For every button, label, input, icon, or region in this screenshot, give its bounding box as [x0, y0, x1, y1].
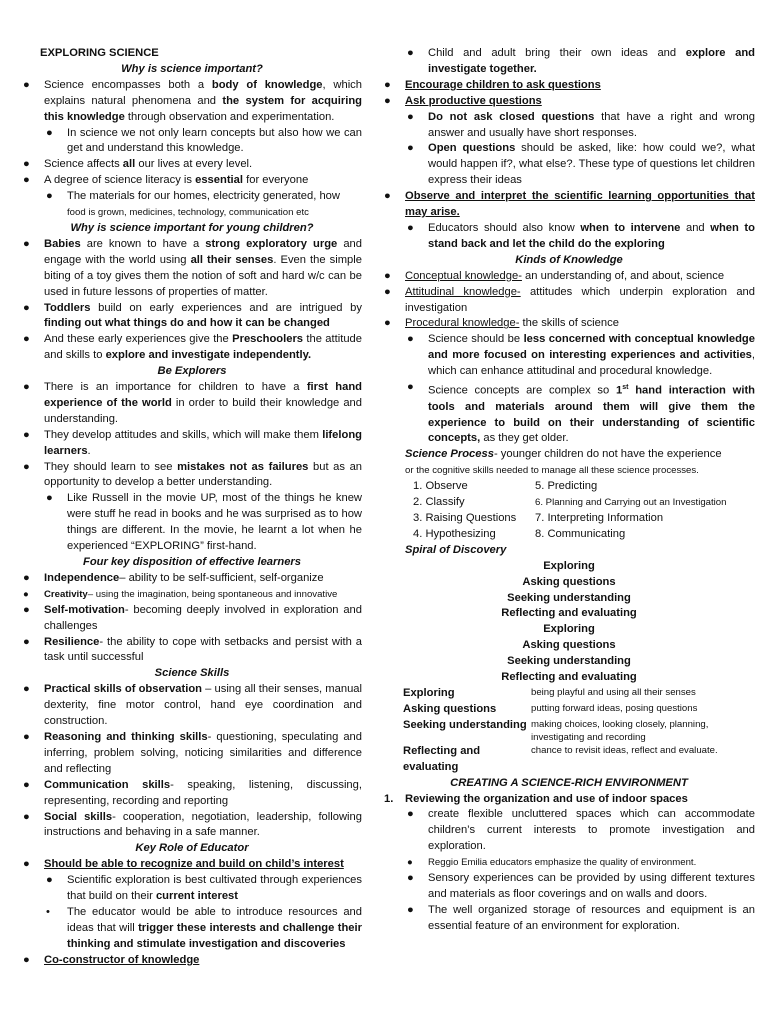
explain-desc: being playful and using all their senses	[531, 686, 696, 698]
left-column	[22, 46, 362, 969]
sub-list-item: ● In science we not only learn concepts but also how we can get and understand this knowledge.	[46, 126, 362, 155]
list-item: ● Procedural knowledge- the skills of science	[384, 317, 619, 330]
process-item: 8. Communicating	[535, 527, 626, 540]
list-item: ● Science encompasses both a body of knowledge, which explains natural phenomena and the system for acquiring this knowledge through observation and experimentation.	[23, 78, 362, 123]
process-item: 6. Planning and Carrying out an Investigation	[535, 497, 727, 509]
list-item: ● Communication skills- speaking, listening, discussing, representing, recording and reporting	[23, 778, 362, 807]
spiral-of-discovery	[383, 559, 755, 686]
list-item: ● Observe and interpret the scientific learning opportunities that may arise.	[384, 190, 755, 219]
process-list	[383, 479, 755, 543]
list-item: ● Ask productive questions	[384, 94, 542, 107]
heading-dispositions: Four key disposition of effective learners	[82, 556, 301, 568]
heading-why-young-children: Why is science important for young children?	[70, 221, 314, 234]
sub-list-item: ● The well organized storage of resources and equipment is an essential feature of an environment for exploration.	[407, 903, 755, 932]
explain-desc: making choices, looking closely, planning, investigating and recording	[531, 718, 709, 743]
spiral-step: Seeking understanding	[507, 655, 631, 668]
list-item: ● Babies are known to have a strong exploratory urge and engage with the world using all their senses. Even the simple biting of a toy gives them the notion of soft and hard w/c can be used in future lessons of properties of matter.	[23, 237, 362, 298]
sub-list-item: ● Like Russell in the movie UP, most of the things he knew were stuff he read in books and he was surprised as to how things are different. In the movie, he learnt a lot when he experienced “EXPLORING” first-hand.	[46, 492, 362, 553]
document-title: EXPLORING SCIENCE	[40, 47, 159, 59]
heading-why-science: Why is science important?	[121, 62, 263, 75]
right-column	[383, 46, 755, 935]
list-item: ● Conceptual knowledge- an understanding of, and about, science	[384, 269, 725, 282]
sub-list-item: ● Child and adult bring their own ideas and explore and investigate together.	[407, 47, 755, 75]
sub-list-item: ● Open questions should be asked, like: how could we?, what would happen if?, what else?. These type of questions let children express their ideas	[407, 142, 755, 187]
list-item: ● Self-motivation- becoming deeply involved in exploration and challenges	[23, 603, 362, 632]
process-item: 5. Predicting	[535, 480, 598, 493]
list-item: ● Practical skills of observation – using all their senses, manual dexterity, fine motor control, hand eye coordination and construction.	[23, 683, 362, 728]
process-item: 3. Raising Questions	[413, 512, 517, 525]
list-item: ● They should learn to see mistakes not as failures but as an opportunity to develop a better understanding.	[23, 460, 363, 489]
list-item: ● There is an importance for children to have a first hand experience of the world in order to build their knowledge and understanding.	[23, 381, 362, 425]
list-item: ● Co-constructor of knowledge	[23, 953, 200, 966]
explain-term: Seeking understanding	[403, 718, 527, 731]
sub-list-item: ● Science should be less concerned with conceptual knowledge and more focused on interesting experiences and activities, which can enhance attitudinal and procedural knowledge.	[407, 333, 755, 378]
sub-list-item: ● Educators should also know when to intervene and when to stand back and let the child do the exploring	[407, 221, 755, 250]
science-process-note: or the cognitive skills needed to manage all these science processes.	[405, 465, 699, 477]
process-item: 1. Observe	[413, 480, 468, 493]
sub-list-item: ● Science concepts are complex so 1st hand interaction with tools and materials around them will give them the experience to build on their understanding of scientific concepts, as they get older.	[407, 381, 756, 445]
science-process: Science Process- younger children do not have the experience	[405, 448, 722, 461]
list-item: ● A degree of science literacy is essential for everyone	[23, 174, 309, 187]
list-item: ● Science affects all our lives at every level.	[23, 158, 253, 171]
process-item: 7. Interpreting Information	[535, 512, 664, 525]
sub-list-item: ● Scientific exploration is best cultivated through experiences that build on their current interest	[46, 874, 362, 903]
list-item: ● Should be able to recognize and build on child’s interest	[23, 858, 344, 871]
explain-term: Exploring	[403, 686, 455, 699]
sub-list-item: ● Sensory experiences can be provided by using different textures and materials as floor coverings and on walls and doors.	[407, 872, 755, 900]
sub-list-item: ● create flexible uncluttered spaces which can accommodate children’s current interests to promote investigation and exploration.	[407, 808, 755, 853]
numbered-item: 1. Reviewing the organization and use of indoor spaces	[384, 792, 688, 805]
spiral-step: Asking questions	[522, 575, 616, 588]
spiral-explanations	[383, 686, 755, 776]
heading-key-role-educator: Key Role of Educator	[135, 842, 249, 855]
heading-be-explorers: Be Explorers	[157, 365, 227, 378]
spiral-step: Exploring	[543, 559, 595, 572]
explain-term: Reflecting and evaluating	[403, 744, 481, 773]
explain-term: Asking questions	[403, 702, 497, 715]
sub-list-item: ● The materials for our homes, electricity generated, how food is grown, medicines, technology, communication etc	[46, 190, 340, 219]
list-item: ● They develop attitudes and skills, which will make them lifelong learners.	[23, 428, 362, 457]
list-item: ● And these early experiences give the Preschoolers the attitude and skills to explore and investigate independently.	[23, 333, 362, 362]
list-item: ● Reasoning and thinking skills- questioning, speculating and inferring, problem solving, noticing similarities and difference and reflecting	[23, 730, 362, 775]
sub-list-item: ● Reggio Emilia educators emphasize the quality of environment.	[407, 857, 697, 869]
sub-list-item: • The educator would be able to introduce resources and ideas that will trigger these interests and challenge their thinking and stimulate investigation and discoveries	[46, 905, 362, 950]
list-item: ● Independence– ability to be self-sufficient, self-organize	[23, 571, 324, 584]
list-item: ● Social skills- cooperation, negotiation, leadership, following instructions and behaving in a safe manner.	[23, 810, 362, 839]
process-item: 2. Classify	[413, 496, 465, 509]
list-item: ● Creativity– using the imagination, being spontaneous and innovative	[23, 588, 338, 600]
spiral-step: Exploring	[543, 623, 595, 636]
list-item: ● Toddlers build on early experiences and are intrigued by finding out what things do and how it can be changed	[23, 301, 362, 330]
heading-science-skills: Science Skills	[154, 667, 230, 680]
heading-science-rich-environment: CREATING A SCIENCE-RICH ENVIRONMENT	[450, 776, 688, 789]
process-item: 4. Hypothesizing	[413, 527, 496, 540]
spiral-step: Seeking understanding	[507, 591, 631, 604]
spiral-step: Reflecting and evaluating	[501, 607, 637, 620]
list-item: ● Attitudinal knowledge- attitudes which underpin exploration and investigation	[384, 285, 755, 314]
spiral-step: Asking questions	[522, 639, 616, 652]
list-item: ● Resilience- the ability to cope with setbacks and persist with a task until successful	[23, 635, 362, 664]
heading-kinds-of-knowledge: Kinds of Knowledge	[515, 253, 623, 266]
list-item: ● Encourage children to ask questions	[384, 78, 601, 91]
spiral-step: Reflecting and evaluating	[501, 671, 637, 684]
sub-list-item: ● Do not ask closed questions that have a right and wrong answer and usually have short responses.	[407, 110, 755, 139]
spiral-label: Spiral of Discovery	[405, 543, 507, 556]
explain-desc: putting forward ideas, posing questions	[531, 702, 698, 714]
explain-desc: chance to revisit ideas, reflect and evaluate.	[531, 744, 718, 756]
